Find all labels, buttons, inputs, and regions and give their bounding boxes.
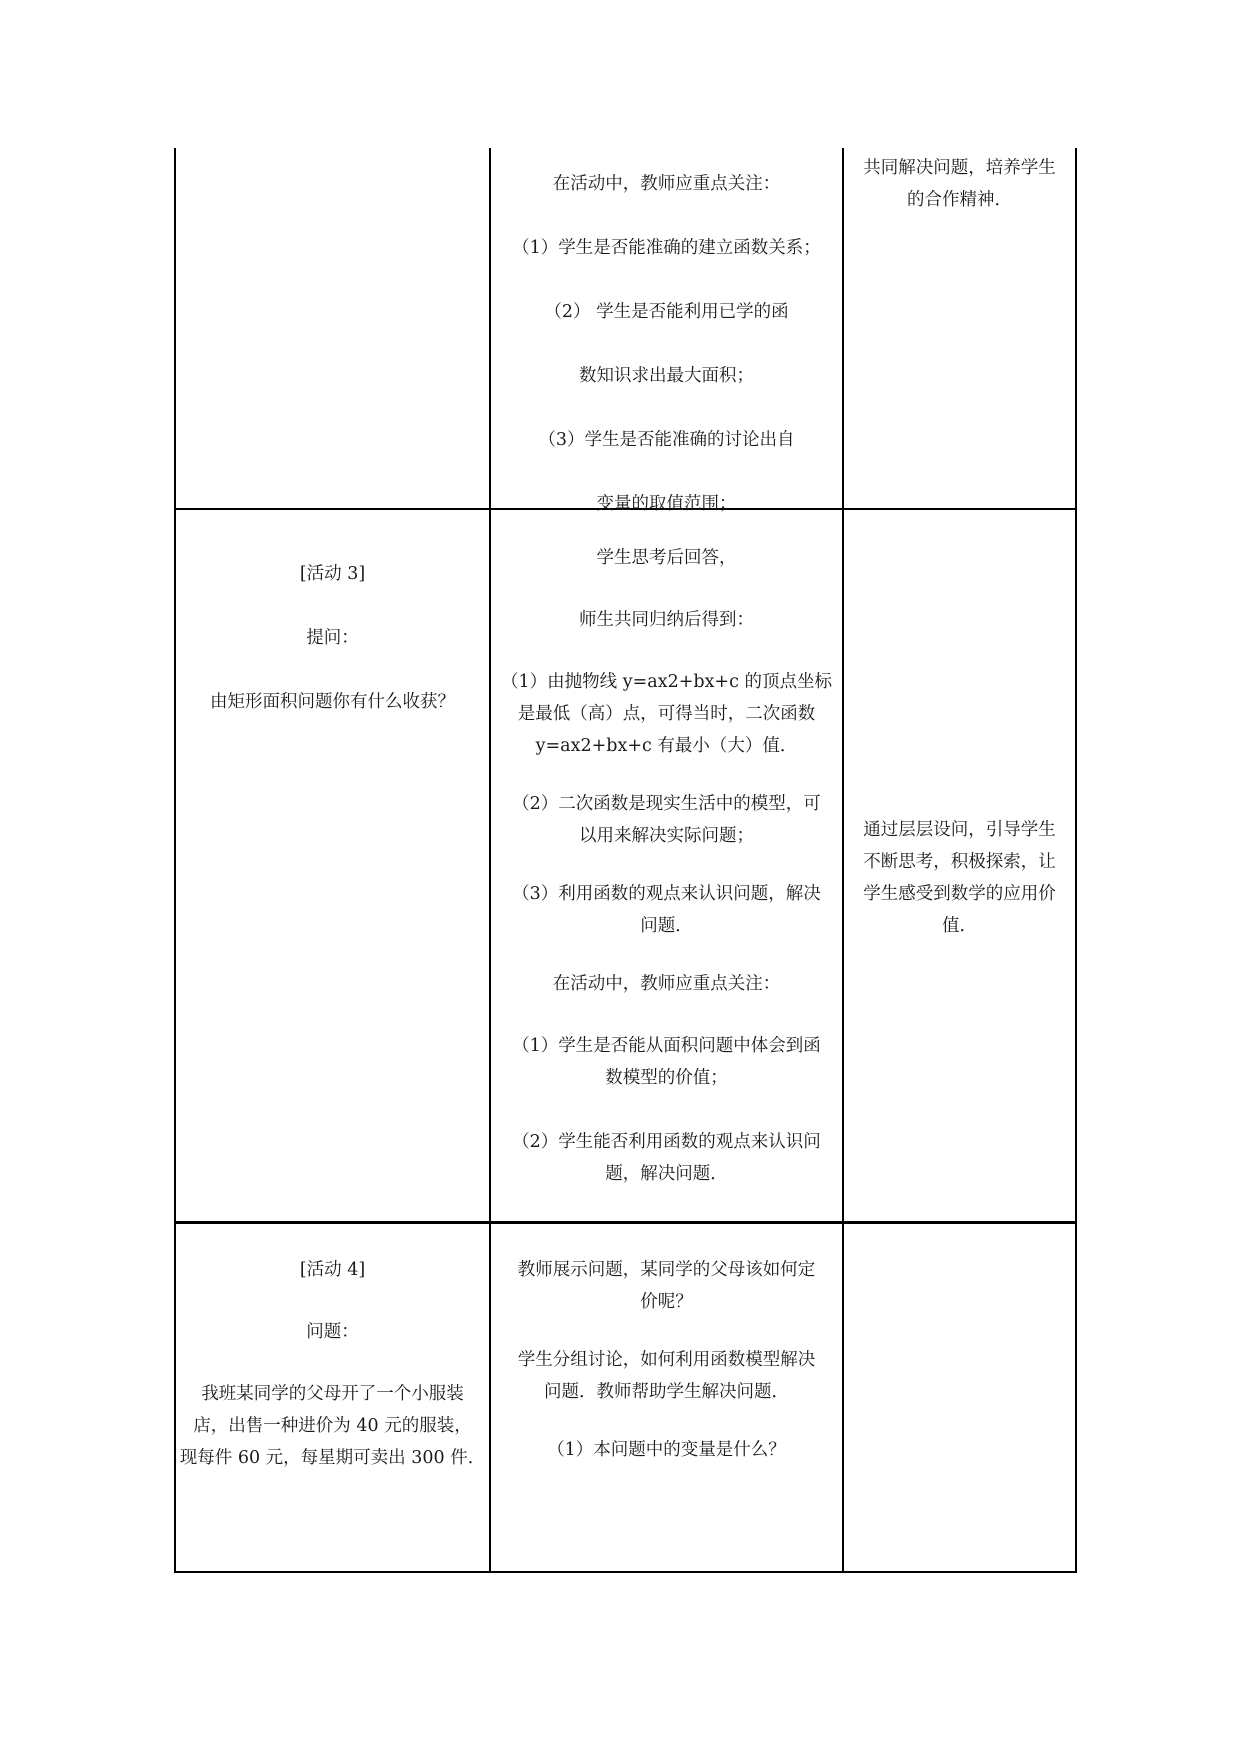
activity4-problem-text: 我班某同学的父母开了一个小服装 [201, 1384, 464, 1404]
row2-text: （2）二次函数是现实生活中的模型，可 [512, 794, 821, 814]
row1-col2-line: 数知识求出最大面积； [579, 366, 754, 386]
row1-col3-line: 的合作精神． [907, 190, 1012, 210]
row2-text: 师生共同归纳后得到： [579, 610, 754, 630]
row3-col2-cell [491, 1254, 842, 1466]
row2-text: 是最低（高）点，可得当时，二次函数 [517, 704, 816, 724]
row2-col3-line: 通过层层设问，引导学生 [863, 820, 1056, 840]
row1-col2-line: （2） 学生是否能利用已学的函 [544, 302, 789, 322]
activity3-prompt-label: 提问： [306, 628, 359, 648]
activity4-problem-label: 问题： [306, 1322, 359, 1342]
table-border-right [1075, 148, 1077, 1572]
row2-text: y=ax2+bx+c 有最小（大）值． [535, 736, 798, 756]
table-border-bottom [174, 1571, 1077, 1573]
row2-text: （3）利用函数的观点来认识问题，解决 [512, 884, 821, 904]
row2-col3-line: 学生感受到数学的应用价 [863, 884, 1056, 904]
row2-text: （2）学生能否利用函数的观点来认识问 [512, 1132, 821, 1152]
row1-col2-cell [491, 152, 842, 536]
row3-text: 问题．教师帮助学生解决问题． [544, 1382, 789, 1402]
activity3-label: [活动 3] [299, 564, 366, 584]
row2-col2-cell [491, 542, 842, 1190]
row1-col2-line: （1）学生是否能准确的建立函数关系； [512, 238, 821, 258]
row2-col3-line: 不断思考，积极探索，让 [863, 852, 1056, 872]
row2-text: （1）学生是否能从面积问题中体会到函 [512, 1036, 821, 1056]
row3-text: 价呢？ [640, 1292, 693, 1312]
activity4-problem-text: 店，出售一种进价为 40 元的服装， [193, 1416, 472, 1436]
row2-text: 学生思考后回答， [596, 548, 737, 568]
row3-text: 教师展示问题，某同学的父母该如何定 [517, 1260, 816, 1280]
row2-text: （1）由抛物线 y=ax2+bx+c 的顶点坐标 [501, 672, 832, 692]
row3-text: 学生分组讨论，如何利用函数模型解决 [517, 1350, 816, 1370]
row3-col1-cell [176, 1254, 489, 1474]
row3-text: （1）本问题中的变量是什么？ [547, 1440, 786, 1460]
row2-text: 题，解决问题． [605, 1164, 728, 1184]
row2-col3-cell [844, 814, 1075, 942]
activity4-problem-text: 现每件 60 元，每星期可卖出 300 件． [179, 1448, 486, 1468]
activity3-question: 由矩形面积问题你有什么收获？ [210, 692, 455, 712]
row2-text: 在活动中，教师应重点关注： [552, 974, 781, 994]
activity4-label: [活动 4] [299, 1260, 366, 1280]
row1-col3-cell [844, 152, 1075, 216]
table-rule-row2 [174, 1221, 1077, 1224]
row2-text: 以用来解决实际问题； [579, 826, 754, 846]
row1-col2-line: （3）学生是否能准确的讨论出自 [538, 430, 795, 450]
row2-text: 问题． [640, 916, 693, 936]
row1-col3-line: 共同解决问题，培养学生 [863, 158, 1056, 178]
row2-col3-line: 值． [942, 916, 977, 936]
row2-text: 数模型的价值； [605, 1068, 728, 1088]
row2-col1-cell [176, 542, 489, 734]
row1-col2-line: 变量的取值范围； [596, 494, 737, 514]
row1-col2-line: 在活动中，教师应重点关注： [552, 174, 781, 194]
